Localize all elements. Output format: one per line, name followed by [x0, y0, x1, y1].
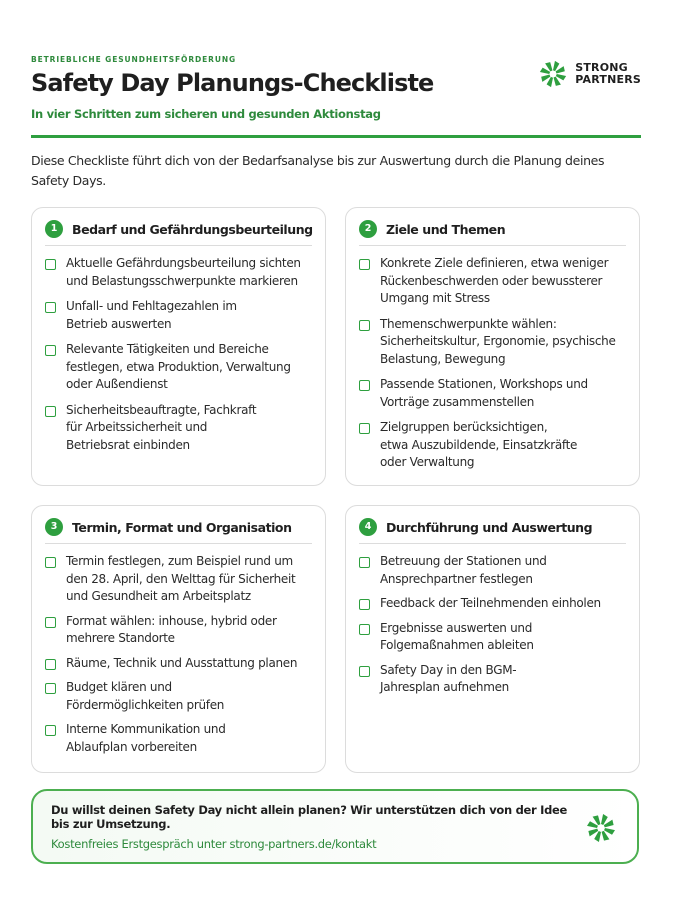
checklist-item-label: Passende Stationen, Workshops und Vorträge zusammenstellen [380, 377, 588, 409]
section-number-badge: 3 [45, 518, 63, 536]
checklist-item[interactable] [45, 298, 315, 333]
checklist-item[interactable] [45, 655, 315, 673]
section-header [45, 219, 312, 246]
checklist-item-label: Themenschwerpunkte wählen: Sicherheitskultur, Ergonomie, psychische Belastung, Bewegung [380, 316, 616, 366]
page-header [31, 55, 641, 137]
checkbox[interactable] [359, 666, 370, 677]
brand-logo [538, 59, 641, 89]
checklist-item[interactable] [359, 316, 629, 369]
checkbox[interactable] [45, 659, 56, 670]
checklist [45, 255, 315, 454]
section-card-1 [31, 207, 326, 486]
checkbox[interactable] [45, 302, 56, 313]
section-card-4 [345, 505, 640, 773]
checklist-item[interactable] [45, 402, 315, 455]
checkbox[interactable] [45, 725, 56, 736]
cta-headline: Du willst deinen Safety Day nicht allein planen? Wir unterstützen dich von der Idee bis zur Umsetzung. [51, 803, 568, 831]
brand-name-line1: STRONG [575, 61, 628, 74]
checklist-item-label: Safety Day in den BGM- Jahresplan aufnehmen [380, 662, 517, 694]
contact-cta-box [31, 789, 639, 864]
section-title: Durchführung und Auswertung [386, 520, 593, 535]
checklist-item[interactable] [359, 419, 629, 472]
section-header [45, 517, 312, 544]
section-header [359, 219, 626, 246]
checklist [45, 553, 315, 756]
section-title: Termin, Format und Organisation [72, 520, 292, 535]
checklist-item[interactable] [359, 376, 629, 411]
page-title: Safety Day Planungs-Checkliste [31, 69, 434, 97]
checklist-item-label: Betreuung der Stationen und Ansprechpartner festlegen [380, 554, 547, 586]
checklist-item-label: Format wählen: inhouse, hybrid oder mehrere Standorte [66, 613, 277, 645]
checklist-item-label: Aktuelle Gefährdungsbeurteilung sichten und Belastungsschwerpunkte markieren [66, 256, 301, 288]
checkbox[interactable] [359, 259, 370, 270]
brand-name-line2: PARTNERS [575, 73, 641, 86]
checklist-item[interactable] [359, 255, 629, 308]
checklist-item[interactable] [45, 721, 315, 756]
checkbox[interactable] [359, 624, 370, 635]
checklist-item-label: Relevante Tätigkeiten und Bereiche festlegen, etwa Produktion, Verwaltung oder Außendienst [66, 342, 291, 391]
checklist-item[interactable] [45, 553, 315, 606]
eyebrow-label: BETRIEBLICHE GESUNDHEITSFÖRDERUNG [31, 55, 237, 64]
checkbox[interactable] [359, 423, 370, 434]
checkbox[interactable] [359, 599, 370, 610]
header-divider [31, 135, 641, 138]
checklist-item-label: Zielgruppen berücksichtigen, etwa Auszubildende, Einsatzkräfte oder Verwaltung [380, 420, 578, 469]
checklist-item[interactable] [359, 620, 629, 655]
checkbox[interactable] [359, 320, 370, 331]
checkbox[interactable] [45, 683, 56, 694]
section-card-2 [345, 207, 640, 486]
section-header [359, 517, 626, 544]
section-number-badge: 4 [359, 518, 377, 536]
checklist-item-label: Sicherheitsbeauftragte, Fachkraft für Arbeitssicherheit und Betriebsrat einbinden [66, 402, 257, 452]
section-title: Ziele und Themen [386, 222, 506, 237]
section-title: Bedarf und Gefährdungsbeurteilung [72, 222, 313, 237]
section-number-badge: 1 [45, 220, 63, 238]
intro-text: Diese Checkliste führt dich von der Bedarfsanalyse bis zur Auswertung durch die Planung deines Safety Days. [31, 153, 605, 188]
strong-partners-logo-icon [538, 59, 568, 89]
checklist-item-label: Konkrete Ziele definieren, etwa weniger Rückenbeschwerden oder bewussterer Umgang mit Stress [380, 256, 609, 305]
checkbox[interactable] [45, 345, 56, 356]
checklist-item[interactable] [45, 255, 315, 290]
checkbox[interactable] [359, 380, 370, 391]
checklist-item[interactable] [359, 553, 629, 588]
checkbox[interactable] [45, 406, 56, 417]
checklist-item-label: Ergebnisse auswerten und Folgemaßnahmen ableiten [380, 620, 534, 652]
checklist-item-label: Räume, Technik und Ausstattung planen [66, 655, 298, 670]
checklist-item[interactable] [45, 613, 315, 648]
checklist-item[interactable] [45, 341, 315, 394]
checkbox[interactable] [45, 557, 56, 568]
page-subtitle: In vier Schritten zum sicheren und gesunden Aktionstag [31, 107, 381, 121]
checklist-item-label: Unfall- und Fehltagezahlen im Betrieb auswerten [66, 299, 237, 331]
checklist [359, 255, 629, 472]
section-card-3 [31, 505, 326, 773]
checklist-item[interactable] [359, 595, 629, 613]
contact-link[interactable]: Kostenfreies Erstgespräch unter strong-partners.de/kontakt [51, 837, 377, 851]
checklist-item-label: Feedback der Teilnehmenden einholen [380, 596, 601, 610]
strong-partners-logo-icon [585, 812, 617, 844]
brand-wordmark [575, 62, 641, 86]
checklist-item-label: Termin festlegen, zum Beispiel rund um den 28. April, den Welttag für Sicherheit und Gesundheit am Arbeitsplatz [66, 554, 296, 603]
checkbox[interactable] [359, 557, 370, 568]
checklist [359, 553, 629, 697]
checklist-item-label: Budget klären und Fördermöglichkeiten prüfen [66, 680, 225, 712]
checklist-item[interactable] [359, 662, 629, 697]
checkbox[interactable] [45, 259, 56, 270]
checkbox[interactable] [45, 617, 56, 628]
checklist-item-label: Interne Kommunikation und Ablaufplan vorbereiten [66, 722, 226, 754]
section-number-badge: 2 [359, 220, 377, 238]
checklist-item[interactable] [45, 679, 315, 714]
